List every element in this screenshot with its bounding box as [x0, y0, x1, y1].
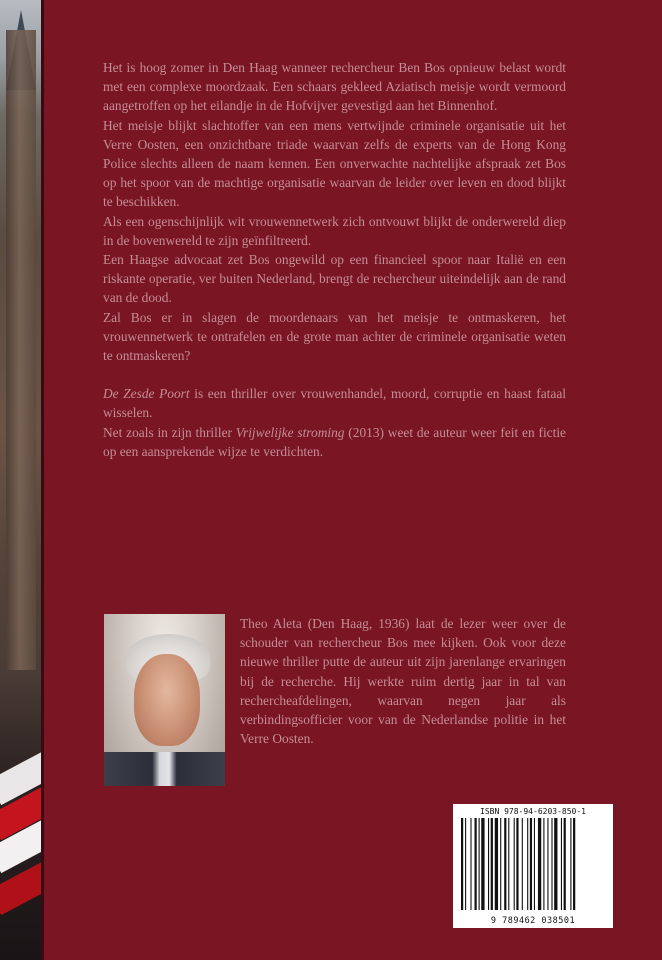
author-bio-text: Theo Aleta (Den Haag, 1936) laat de lezer weer over de schouder van rechercheur Bos mee kijken. Ook voor deze nieuwe thriller putte de auteur uit zijn jarenlange ervaringen bij de recherche. Hij werkte ruim dertig jaar in tal van rechercheafdelingen, waarvan negen jaar als verbindingsofficier voor van de Nederlandse politie in het Verre Oosten. — [240, 616, 566, 747]
barcode-bar — [527, 818, 528, 910]
barcode-bar — [514, 818, 515, 910]
blurb-text: (2013) weet de auteur weer feit en fictie op een aansprekende wijze te verdichten. — [103, 424, 566, 459]
barcode-bar — [475, 818, 477, 910]
barcode-bar — [538, 818, 541, 910]
blurb-paragraph: Het is hoog zomer in Den Haag wanneer rechercheur Ben Bos opnieuw belast wordt met een complexe moordzaak. Een schaars gekleed Aziatisch meisje wordt vermoord aangetroffen op het eilandje in de Hofvijver gevestigd aan het Binnenhof. — [103, 60, 566, 114]
author-suit — [104, 752, 225, 786]
blurb-paragraph: Als een ogenschijnlijk wit vrouwennetwerk zich ontvouwt blijkt de onderwereld diep in de bovenwereld te zijn geïnfiltreerd. — [103, 213, 566, 248]
author-photo — [104, 614, 225, 786]
previous-book-title: Vrijwelijke stroming — [235, 424, 345, 440]
barcode-bar — [551, 818, 552, 910]
spine-edge — [41, 0, 44, 960]
blurb-paragraph: Een Haagse advocaat zet Bos ongewild op een financieel spoor naar Italië en een riskante operatie, ver buiten Nederland, brengt de rechercheur uiteindelijk aan de rand van de dood. — [103, 252, 566, 306]
barcode-bar — [488, 818, 489, 910]
blurb-text: Net zoals in zijn thriller — [103, 424, 236, 440]
barcode-bar — [491, 818, 493, 910]
back-cover-blurb — [103, 58, 566, 461]
isbn-barcode — [453, 804, 613, 928]
barcode-bar — [500, 818, 501, 910]
barcode-bar — [479, 818, 480, 910]
barcode-bar — [561, 818, 562, 910]
barcode-bar — [570, 818, 571, 910]
barcode-bar — [481, 818, 484, 910]
barcode-bar — [543, 818, 544, 910]
barcode-bar — [573, 818, 575, 910]
blurb-paragraph: Het meisje blijkt slachtoffer van een mens vertwijnde criminele organisatie uit het Verre Oosten, een onzichtbare triade waarvan zelfs de experts van de Hong Kong Police slechts alleen de naam kennen. Een onverwachte nachtelijke afspraak zet Bos op het spoor van de machtige organisatie waarvan de leider over leven en dood blijkt te beschikken. — [103, 117, 566, 210]
book-title: De Zesde Poort — [103, 386, 190, 402]
barcode-bars — [459, 818, 607, 910]
barcode-bar — [495, 818, 498, 910]
barcode-bar — [508, 818, 509, 910]
barcode-bar — [516, 818, 518, 910]
author-face — [134, 654, 200, 746]
barcode-bar — [530, 818, 532, 910]
barcode-bar — [534, 818, 535, 910]
barcode-bar — [461, 818, 463, 910]
blurb-paragraph — [103, 384, 566, 422]
cover-spine-photo — [0, 0, 44, 960]
blurb-paragraph — [103, 423, 566, 461]
barcode-bar — [470, 818, 471, 910]
barcode-bar — [504, 818, 506, 910]
blurb-text: is een thriller over vrouwenhandel, moord, corruptie en haast fataal wisselen. — [103, 386, 566, 421]
barcode-bar — [564, 818, 566, 910]
barcode-digits: 9 789462 038501 — [490, 916, 576, 926]
barcode-bar — [547, 818, 548, 910]
blurb-paragraph: Zal Bos er in slagen de moordenaars van het meisje te ontmaskeren, het vrouwennetwerk te ontrafelen en de grote man achter de criminele organisatie weten te ontmaskeren? — [103, 309, 566, 364]
isbn-label: ISBN 978-94-6203-850-1 — [480, 807, 586, 816]
barcode-bar — [522, 818, 523, 910]
tower-image — [6, 30, 36, 670]
barcode-bar — [465, 818, 466, 910]
barcode-bar — [554, 818, 557, 910]
author-bio — [240, 614, 566, 748]
